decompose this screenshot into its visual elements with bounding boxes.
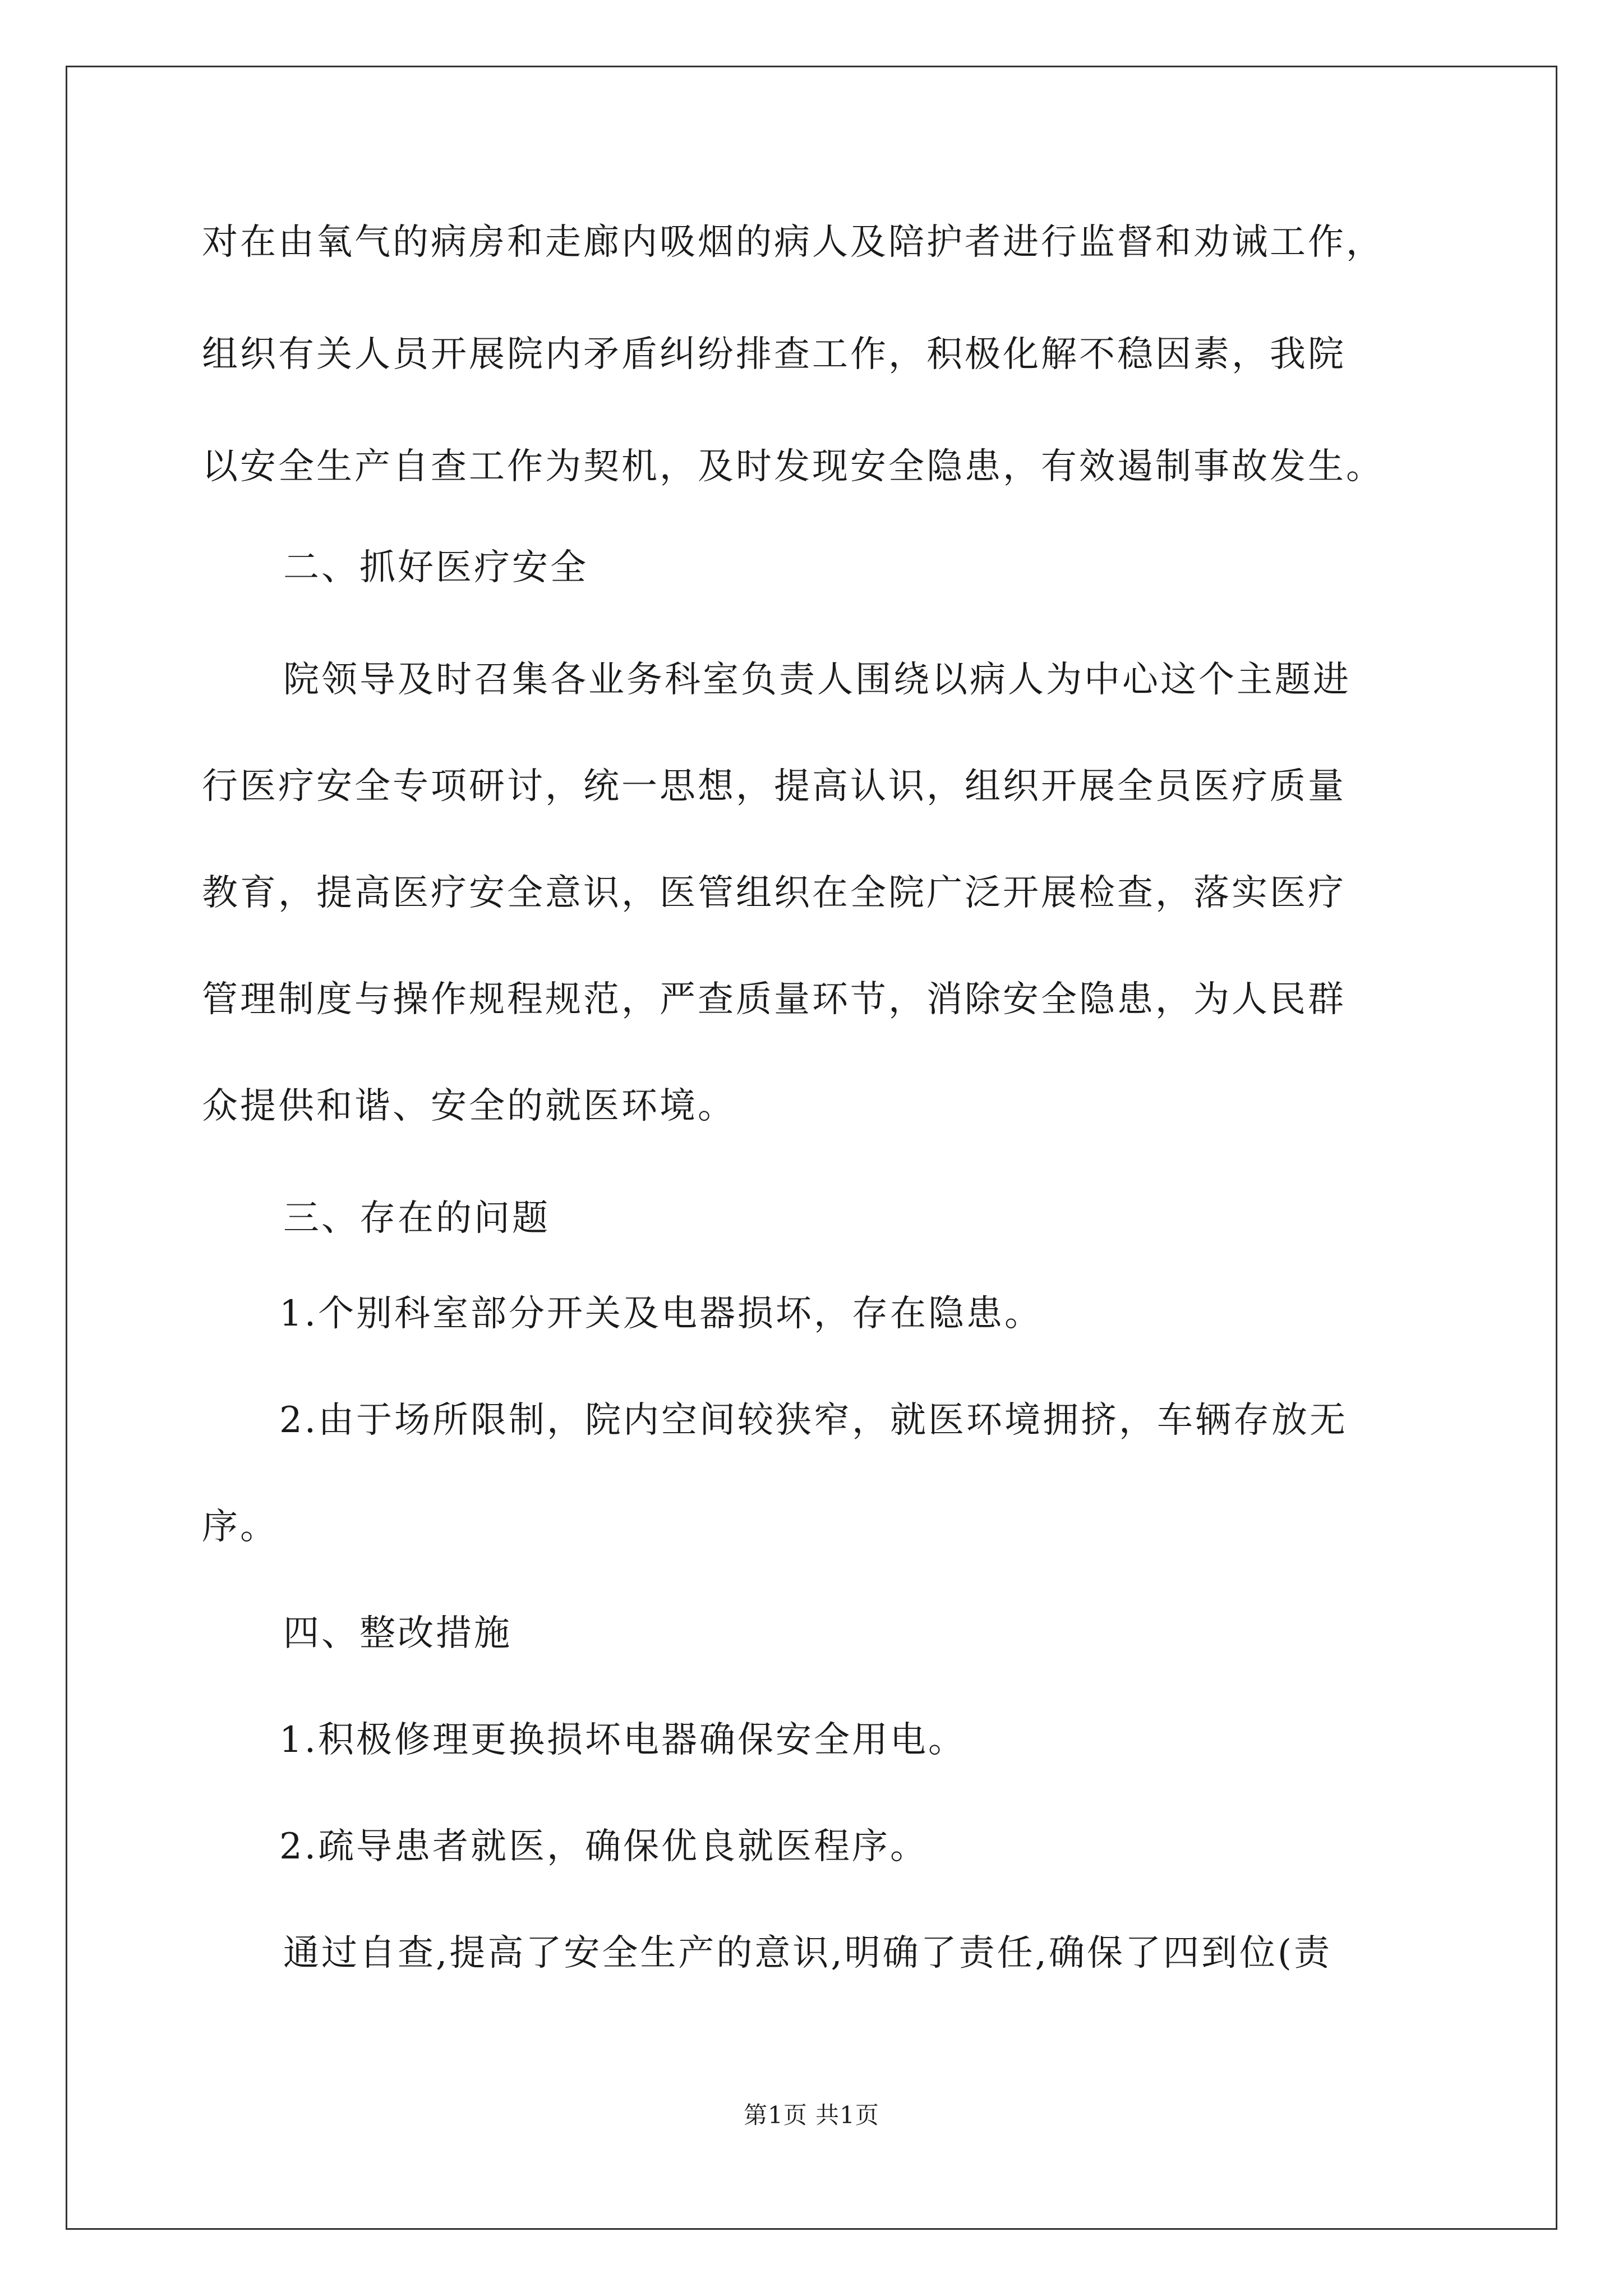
section-heading-3: 三、存在的问题 [283,1198,550,1239]
body-line-2: 组织有关人员开展院内矛盾纠纷排查工作，积极化解不稳因素，我院 [202,334,1346,375]
body-line-3: 以安全生产自查工作为契机，及时发现安全隐患，有效遏制事故发生。 [202,446,1384,487]
body-line-1: 对在由氧气的病房和走廊内吸烟的病人及陪护者进行监督和劝诫工作， [202,222,1384,263]
body-line-7: 教育，提高医疗安全意识，医管组织在全院广泛开展检查，落实医疗 [202,872,1346,914]
body-line-8: 管理制度与操作规程规范，严查质量环节，消除安全隐患，为人民群 [202,979,1346,1020]
body-line-6: 行医疗安全专项研讨，统一思想，提高认识，组织开展全员医疗质量 [202,766,1346,807]
section-heading-2: 二、抓好医疗安全 [283,547,588,588]
body-line-last: 通过自查,提高了安全生产的意识,明确了责任,确保了四到位(责 [283,1932,1332,1974]
page-footer: 第1页 共1页 [744,2101,879,2129]
list-item-3-2-cont: 序。 [202,1506,278,1548]
list-item-4-2: 2.疏导患者就医，确保优良就医程序。 [279,1826,929,1867]
list-item-4-1: 1.积极修理更换损坏电器确保安全用电。 [279,1719,967,1761]
list-item-3-2: 2.由于场所限制，院内空间较狭窄，就医环境拥挤，车辆存放无 [279,1400,1348,1441]
page-border [66,66,1557,2230]
body-line-5: 院领导及时召集各业务科室负责人围绕以病人为中心这个主题进 [283,659,1351,701]
list-item-3-1: 1.个别科室部分开关及电器损坏，存在隐患。 [279,1293,1043,1335]
section-heading-4: 四、整改措施 [283,1613,512,1654]
body-line-9: 众提供和谐、安全的就医环境。 [202,1085,736,1127]
